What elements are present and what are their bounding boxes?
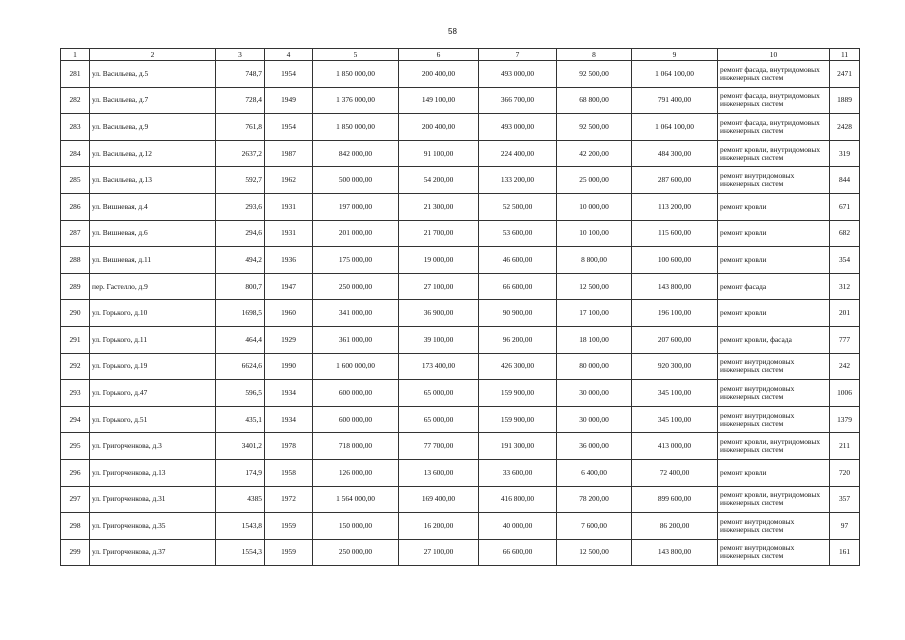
address-cell: ул. Григорченкова, д.3 [90,433,216,460]
column-header: 3 [216,49,265,61]
row-number: 298 [61,513,90,540]
cost-cell: 66 600,00 [479,273,557,300]
total-cost-cell: 1 600 000,00 [313,353,399,380]
cost-cell: 40 000,00 [479,513,557,540]
cost-cell: 36 000,00 [557,433,632,460]
area-cell: 596,5 [216,380,265,407]
code-cell: 354 [830,247,860,274]
code-cell: 211 [830,433,860,460]
cost-cell: 27 100,00 [399,539,479,566]
code-cell: 97 [830,513,860,540]
row-number: 284 [61,140,90,167]
address-cell: ул. Григорченкова, д.31 [90,486,216,513]
cost-cell: 899 600,00 [632,486,718,513]
code-cell: 357 [830,486,860,513]
row-number: 288 [61,247,90,274]
area-cell: 6624,6 [216,353,265,380]
cost-cell: 17 100,00 [557,300,632,327]
area-cell: 2637,2 [216,140,265,167]
cost-cell: 159 900,00 [479,406,557,433]
cost-cell: 345 100,00 [632,406,718,433]
table-row [61,326,860,353]
code-cell: 319 [830,140,860,167]
cost-cell: 920 300,00 [632,353,718,380]
table-row [61,433,860,460]
cost-cell: 19 000,00 [399,247,479,274]
address-cell: ул. Горького, д.51 [90,406,216,433]
code-cell: 161 [830,539,860,566]
total-cost-cell: 201 000,00 [313,220,399,247]
column-header: 2 [90,49,216,61]
row-number: 282 [61,87,90,114]
total-cost-cell: 250 000,00 [313,273,399,300]
cost-cell: 1 064 100,00 [632,61,718,88]
work-type-cell: ремонт кровли [718,193,830,220]
column-header: 10 [718,49,830,61]
cost-cell: 36 900,00 [399,300,479,327]
cost-cell: 90 900,00 [479,300,557,327]
total-cost-cell: 842 000,00 [313,140,399,167]
work-type-cell: ремонт фасада, внутридомовых инженерных систем [718,61,830,88]
total-cost-cell: 600 000,00 [313,380,399,407]
cost-cell: 42 200,00 [557,140,632,167]
cost-cell: 53 600,00 [479,220,557,247]
work-type-cell: ремонт фасада [718,273,830,300]
area-cell: 464,4 [216,326,265,353]
column-header: 1 [61,49,90,61]
address-cell: ул. Васильева, д.7 [90,87,216,114]
year-cell: 1947 [265,273,313,300]
area-cell: 1554,3 [216,539,265,566]
area-cell: 592,7 [216,167,265,194]
cost-cell: 52 500,00 [479,193,557,220]
code-cell: 682 [830,220,860,247]
cost-cell: 191 300,00 [479,433,557,460]
column-header: 5 [313,49,399,61]
year-cell: 1954 [265,61,313,88]
address-cell: ул. Вишневая, д.4 [90,193,216,220]
column-header: 11 [830,49,860,61]
cost-cell: 10 100,00 [557,220,632,247]
work-type-cell: ремонт фасада, внутридомовых инженерных систем [718,87,830,114]
area-cell: 4385 [216,486,265,513]
work-type-cell: ремонт кровли, внутридомовых инженерных систем [718,140,830,167]
row-number: 299 [61,539,90,566]
cost-cell: 27 100,00 [399,273,479,300]
cost-cell: 21 700,00 [399,220,479,247]
cost-cell: 96 200,00 [479,326,557,353]
cost-cell: 65 000,00 [399,406,479,433]
address-cell: ул. Васильева, д.13 [90,167,216,194]
work-type-cell: ремонт кровли [718,459,830,486]
cost-cell: 200 400,00 [399,61,479,88]
year-cell: 1936 [265,247,313,274]
table-row [61,406,860,433]
cost-cell: 113 200,00 [632,193,718,220]
row-number: 295 [61,433,90,460]
code-cell: 720 [830,459,860,486]
work-type-cell: ремонт внутридомовых инженерных систем [718,380,830,407]
code-cell: 844 [830,167,860,194]
total-cost-cell: 250 000,00 [313,539,399,566]
cost-cell: 143 800,00 [632,539,718,566]
code-cell: 2471 [830,61,860,88]
cost-cell: 39 100,00 [399,326,479,353]
cost-cell: 77 700,00 [399,433,479,460]
row-number: 293 [61,380,90,407]
cost-cell: 159 900,00 [479,380,557,407]
cost-cell: 115 600,00 [632,220,718,247]
table-row [61,380,860,407]
year-cell: 1949 [265,87,313,114]
year-cell: 1954 [265,114,313,141]
work-type-cell: ремонт кровли [718,300,830,327]
cost-cell: 169 400,00 [399,486,479,513]
cost-cell: 86 200,00 [632,513,718,540]
row-number: 287 [61,220,90,247]
area-cell: 294,6 [216,220,265,247]
cost-cell: 54 200,00 [399,167,479,194]
work-type-cell: ремонт кровли [718,220,830,247]
work-type-cell: ремонт внутридомовых инженерных систем [718,406,830,433]
row-number: 285 [61,167,90,194]
table-row [61,247,860,274]
cost-cell: 66 600,00 [479,539,557,566]
year-cell: 1978 [265,433,313,460]
column-header: 9 [632,49,718,61]
year-cell: 1987 [265,140,313,167]
cost-cell: 493 000,00 [479,114,557,141]
total-cost-cell: 500 000,00 [313,167,399,194]
work-type-cell: ремонт кровли, внутридомовых инженерных систем [718,486,830,513]
cost-cell: 6 400,00 [557,459,632,486]
area-cell: 1543,8 [216,513,265,540]
year-cell: 1929 [265,326,313,353]
cost-cell: 366 700,00 [479,87,557,114]
total-cost-cell: 126 000,00 [313,459,399,486]
cost-cell: 30 000,00 [557,380,632,407]
year-cell: 1934 [265,406,313,433]
work-type-cell: ремонт кровли [718,247,830,274]
address-cell: ул. Вишневая, д.6 [90,220,216,247]
address-cell: ул. Григорченкова, д.35 [90,513,216,540]
year-cell: 1990 [265,353,313,380]
cost-cell: 207 600,00 [632,326,718,353]
year-cell: 1962 [265,167,313,194]
address-cell: ул. Григорченкова, д.13 [90,459,216,486]
code-cell: 1889 [830,87,860,114]
table-row [61,220,860,247]
code-cell: 2428 [830,114,860,141]
year-cell: 1959 [265,513,313,540]
cost-cell: 25 000,00 [557,167,632,194]
address-cell: ул. Горького, д.10 [90,300,216,327]
registry-table [60,48,860,566]
column-header: 6 [399,49,479,61]
code-cell: 1006 [830,380,860,407]
row-number: 289 [61,273,90,300]
year-cell: 1931 [265,193,313,220]
table-body [61,61,860,566]
area-cell: 174,9 [216,459,265,486]
table-row [61,486,860,513]
code-cell: 201 [830,300,860,327]
cost-cell: 18 100,00 [557,326,632,353]
total-cost-cell: 361 000,00 [313,326,399,353]
table-row [61,140,860,167]
code-cell: 242 [830,353,860,380]
row-number: 290 [61,300,90,327]
cost-cell: 30 000,00 [557,406,632,433]
cost-cell: 7 600,00 [557,513,632,540]
address-cell: ул. Васильева, д.5 [90,61,216,88]
table-row [61,114,860,141]
row-number: 294 [61,406,90,433]
cost-cell: 13 600,00 [399,459,479,486]
total-cost-cell: 1 850 000,00 [313,114,399,141]
row-number: 296 [61,459,90,486]
cost-cell: 33 600,00 [479,459,557,486]
work-type-cell: ремонт внутридомовых инженерных систем [718,539,830,566]
row-number: 281 [61,61,90,88]
cost-cell: 416 800,00 [479,486,557,513]
work-type-cell: ремонт кровли, фасада [718,326,830,353]
cost-cell: 149 100,00 [399,87,479,114]
cost-cell: 196 100,00 [632,300,718,327]
code-cell: 777 [830,326,860,353]
total-cost-cell: 150 000,00 [313,513,399,540]
cost-cell: 287 600,00 [632,167,718,194]
cost-cell: 100 600,00 [632,247,718,274]
cost-cell: 426 300,00 [479,353,557,380]
cost-cell: 72 400,00 [632,459,718,486]
cost-cell: 68 800,00 [557,87,632,114]
row-number: 297 [61,486,90,513]
year-cell: 1934 [265,380,313,407]
address-cell: ул. Васильева, д.12 [90,140,216,167]
cost-cell: 78 200,00 [557,486,632,513]
cost-cell: 133 200,00 [479,167,557,194]
year-cell: 1960 [265,300,313,327]
cost-cell: 65 000,00 [399,380,479,407]
cost-cell: 224 400,00 [479,140,557,167]
cost-cell: 413 000,00 [632,433,718,460]
cost-cell: 80 000,00 [557,353,632,380]
cost-cell: 484 300,00 [632,140,718,167]
area-cell: 293,6 [216,193,265,220]
code-cell: 1379 [830,406,860,433]
table-row [61,273,860,300]
area-cell: 800,7 [216,273,265,300]
row-number: 283 [61,114,90,141]
address-cell: ул. Горького, д.47 [90,380,216,407]
row-number: 292 [61,353,90,380]
cost-cell: 143 800,00 [632,273,718,300]
cost-cell: 91 100,00 [399,140,479,167]
total-cost-cell: 718 000,00 [313,433,399,460]
year-cell: 1959 [265,539,313,566]
table-row [61,61,860,88]
cost-cell: 46 600,00 [479,247,557,274]
area-cell: 728,4 [216,87,265,114]
cost-cell: 493 000,00 [479,61,557,88]
total-cost-cell: 341 000,00 [313,300,399,327]
page-number: 58 [448,27,457,36]
cost-cell: 92 500,00 [557,61,632,88]
table-row [61,300,860,327]
year-cell: 1958 [265,459,313,486]
table-row [61,539,860,566]
code-cell: 671 [830,193,860,220]
address-cell: ул. Вишневая, д.11 [90,247,216,274]
column-header: 8 [557,49,632,61]
area-cell: 1698,5 [216,300,265,327]
cost-cell: 92 500,00 [557,114,632,141]
address-cell: ул. Горького, д.19 [90,353,216,380]
row-number: 286 [61,193,90,220]
year-cell: 1972 [265,486,313,513]
cost-cell: 791 400,00 [632,87,718,114]
table-row [61,87,860,114]
column-header: 4 [265,49,313,61]
cost-cell: 345 100,00 [632,380,718,407]
total-cost-cell: 175 000,00 [313,247,399,274]
cost-cell: 173 400,00 [399,353,479,380]
address-cell: ул. Григорченкова, д.37 [90,539,216,566]
cost-cell: 10 000,00 [557,193,632,220]
cost-cell: 12 500,00 [557,539,632,566]
cost-cell: 1 064 100,00 [632,114,718,141]
table-row [61,193,860,220]
code-cell: 312 [830,273,860,300]
address-cell: пер. Гастелло, д.9 [90,273,216,300]
table-row [61,459,860,486]
cost-cell: 200 400,00 [399,114,479,141]
address-cell: ул. Васильева, д.9 [90,114,216,141]
total-cost-cell: 1 376 000,00 [313,87,399,114]
work-type-cell: ремонт внутридомовых инженерных систем [718,167,830,194]
table-row [61,353,860,380]
work-type-cell: ремонт фасада, внутридомовых инженерных систем [718,114,830,141]
area-cell: 494,2 [216,247,265,274]
work-type-cell: ремонт внутридомовых инженерных систем [718,513,830,540]
table-row [61,167,860,194]
total-cost-cell: 1 564 000,00 [313,486,399,513]
column-header: 7 [479,49,557,61]
total-cost-cell: 1 850 000,00 [313,61,399,88]
cost-cell: 12 500,00 [557,273,632,300]
total-cost-cell: 197 000,00 [313,193,399,220]
area-cell: 435,1 [216,406,265,433]
cost-cell: 21 300,00 [399,193,479,220]
cost-cell: 16 200,00 [399,513,479,540]
row-number: 291 [61,326,90,353]
table-row [61,513,860,540]
work-type-cell: ремонт внутридомовых инженерных систем [718,353,830,380]
total-cost-cell: 600 000,00 [313,406,399,433]
year-cell: 1931 [265,220,313,247]
cost-cell: 8 800,00 [557,247,632,274]
address-cell: ул. Горького, д.11 [90,326,216,353]
work-type-cell: ремонт кровли, внутридомовых инженерных систем [718,433,830,460]
area-cell: 3401,2 [216,433,265,460]
header-row [61,49,860,61]
area-cell: 748,7 [216,61,265,88]
area-cell: 761,8 [216,114,265,141]
